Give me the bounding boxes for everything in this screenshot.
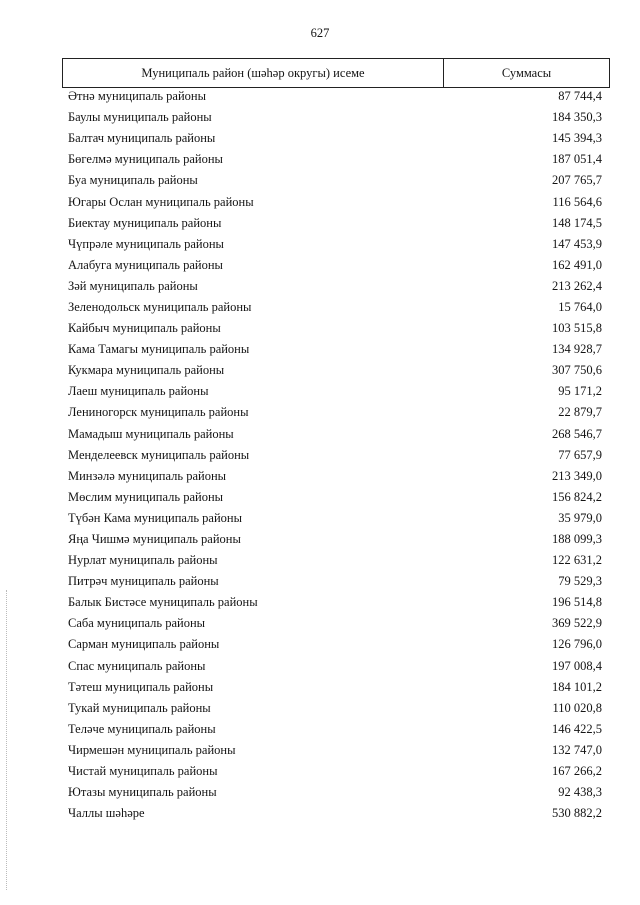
- district-amount: 146 422,5: [552, 721, 602, 736]
- district-amount: 87 744,4: [558, 89, 602, 104]
- district-amount: 132 747,0: [552, 742, 602, 757]
- district-amount: 369 522,9: [552, 616, 602, 631]
- district-amount: 148 174,5: [552, 215, 602, 230]
- district-name: Лениногорск муниципаль районы: [68, 405, 249, 420]
- table-row: [68, 381, 602, 402]
- district-name: Чүпрәле муниципаль районы: [68, 236, 224, 251]
- table-row: [68, 571, 602, 592]
- district-name: Буа муниципаль районы: [68, 173, 198, 188]
- district-name: Чирмешән муниципаль районы: [68, 742, 236, 757]
- district-amount: 147 453,9: [552, 236, 602, 251]
- district-amount: 184 101,2: [552, 679, 602, 694]
- district-amount: 22 879,7: [558, 405, 602, 420]
- district-amount: 197 008,4: [552, 658, 602, 673]
- district-amount: 307 750,6: [552, 363, 602, 378]
- table-row: [68, 445, 602, 466]
- district-name: Баулы муниципаль районы: [68, 110, 212, 125]
- district-amount: 126 796,0: [552, 637, 602, 652]
- district-amount: 156 824,2: [552, 489, 602, 504]
- district-name: Спас муниципаль районы: [68, 658, 206, 673]
- district-name: Бөгелмә муниципаль районы: [68, 152, 223, 167]
- district-amount: 95 171,2: [558, 384, 602, 399]
- table-row: [68, 508, 602, 529]
- table-body: [68, 86, 602, 824]
- district-name: Балтач муниципаль районы: [68, 131, 216, 146]
- district-name: Минзәлә муниципаль районы: [68, 468, 227, 483]
- district-amount: 103 515,8: [552, 321, 602, 336]
- district-name: Лаеш муниципаль районы: [68, 384, 209, 399]
- table-row: [68, 276, 602, 297]
- district-name: Биектау муниципаль районы: [68, 215, 222, 230]
- district-name: Нурлат муниципаль районы: [68, 553, 218, 568]
- district-name: Югары Ослан муниципаль районы: [68, 194, 254, 209]
- district-amount: 196 514,8: [552, 595, 602, 610]
- district-name: Сарман муниципаль районы: [68, 637, 220, 652]
- district-name: Зәй муниципаль районы: [68, 278, 198, 293]
- district-name: Мамадыш муниципаль районы: [68, 426, 234, 441]
- district-name: Чаллы шәһәре: [68, 806, 145, 821]
- district-amount: 116 564,6: [552, 194, 602, 209]
- district-amount: 530 882,2: [552, 806, 602, 821]
- district-name: Саба муниципаль районы: [68, 616, 206, 631]
- district-name: Чистай муниципаль районы: [68, 764, 218, 779]
- district-name: Балык Бистәсе муниципаль районы: [68, 595, 258, 610]
- district-name: Тәтеш муниципаль районы: [68, 679, 214, 694]
- table-row: [68, 149, 602, 170]
- district-name: Түбән Кама муниципаль районы: [68, 510, 242, 525]
- table-row: [68, 107, 602, 128]
- table-row: [68, 255, 602, 276]
- district-amount: 207 765,7: [552, 173, 602, 188]
- header-district-name: Муниципаль район (шәһәр округы) исеме: [63, 59, 444, 87]
- district-amount: 213 262,4: [552, 278, 602, 293]
- table-row: [68, 466, 602, 487]
- scan-margin-dots: [6, 590, 13, 890]
- table-row: [68, 213, 602, 234]
- table-row: [68, 318, 602, 339]
- table-row: [68, 740, 602, 761]
- district-amount: 134 928,7: [552, 342, 602, 357]
- district-amount: 92 438,3: [558, 785, 602, 800]
- table-row: [68, 128, 602, 149]
- table-row: [68, 191, 602, 212]
- table-row: [68, 592, 602, 613]
- table-row: [68, 761, 602, 782]
- table-row: [68, 782, 602, 803]
- district-amount: 15 764,0: [558, 299, 602, 314]
- district-amount: 268 546,7: [552, 426, 602, 441]
- table-row: [68, 339, 602, 360]
- district-name: Кукмара муниципаль районы: [68, 363, 225, 378]
- district-amount: 188 099,3: [552, 532, 602, 547]
- table-row: [68, 297, 602, 318]
- district-amount: 167 266,2: [552, 764, 602, 779]
- table-header: [62, 58, 610, 88]
- district-amount: 145 394,3: [552, 131, 602, 146]
- table-row: [68, 234, 602, 255]
- district-name: Алабуга муниципаль районы: [68, 257, 223, 272]
- table-row: [68, 698, 602, 719]
- district-amount: 187 051,4: [552, 152, 602, 167]
- district-name: Әтнә муниципаль районы: [68, 89, 207, 104]
- table-row: [68, 719, 602, 740]
- district-name: Зеленодольск муниципаль районы: [68, 299, 252, 314]
- table-row: [68, 550, 602, 571]
- table-row: [68, 803, 602, 824]
- district-name: Мөслим муниципаль районы: [68, 489, 224, 504]
- table-row: [68, 360, 602, 381]
- district-amount: 79 529,3: [558, 574, 602, 589]
- district-name: Питрәч муниципаль районы: [68, 574, 219, 589]
- table-row: [68, 529, 602, 550]
- district-name: Кайбыч муниципаль районы: [68, 321, 221, 336]
- table-row: [68, 634, 602, 655]
- header-sum: Суммасы: [501, 65, 552, 80]
- district-name: Кама Тамагы муниципаль районы: [68, 342, 250, 357]
- table-row: [68, 424, 602, 445]
- district-amount: 122 631,2: [552, 553, 602, 568]
- table-row: [68, 86, 602, 107]
- district-amount: 77 657,9: [558, 447, 602, 462]
- district-amount: 184 350,3: [552, 110, 602, 125]
- district-amount: 110 020,8: [552, 700, 602, 715]
- table-row: [68, 487, 602, 508]
- page-number: 627: [310, 26, 330, 40]
- district-name: Ютазы муниципаль районы: [68, 785, 217, 800]
- district-name: Яңа Чишмә муниципаль районы: [68, 532, 241, 547]
- table-row: [68, 170, 602, 191]
- district-amount: 162 491,0: [552, 257, 602, 272]
- district-name: Тукай муниципаль районы: [68, 700, 211, 715]
- district-name: Менделеевск муниципаль районы: [68, 447, 250, 462]
- table-row: [68, 402, 602, 423]
- table-row: [68, 613, 602, 634]
- district-name: Теләче муниципаль районы: [68, 721, 216, 736]
- district-amount: 213 349,0: [552, 468, 602, 483]
- table-row: [68, 656, 602, 677]
- table-row: [68, 677, 602, 698]
- district-amount: 35 979,0: [558, 510, 602, 525]
